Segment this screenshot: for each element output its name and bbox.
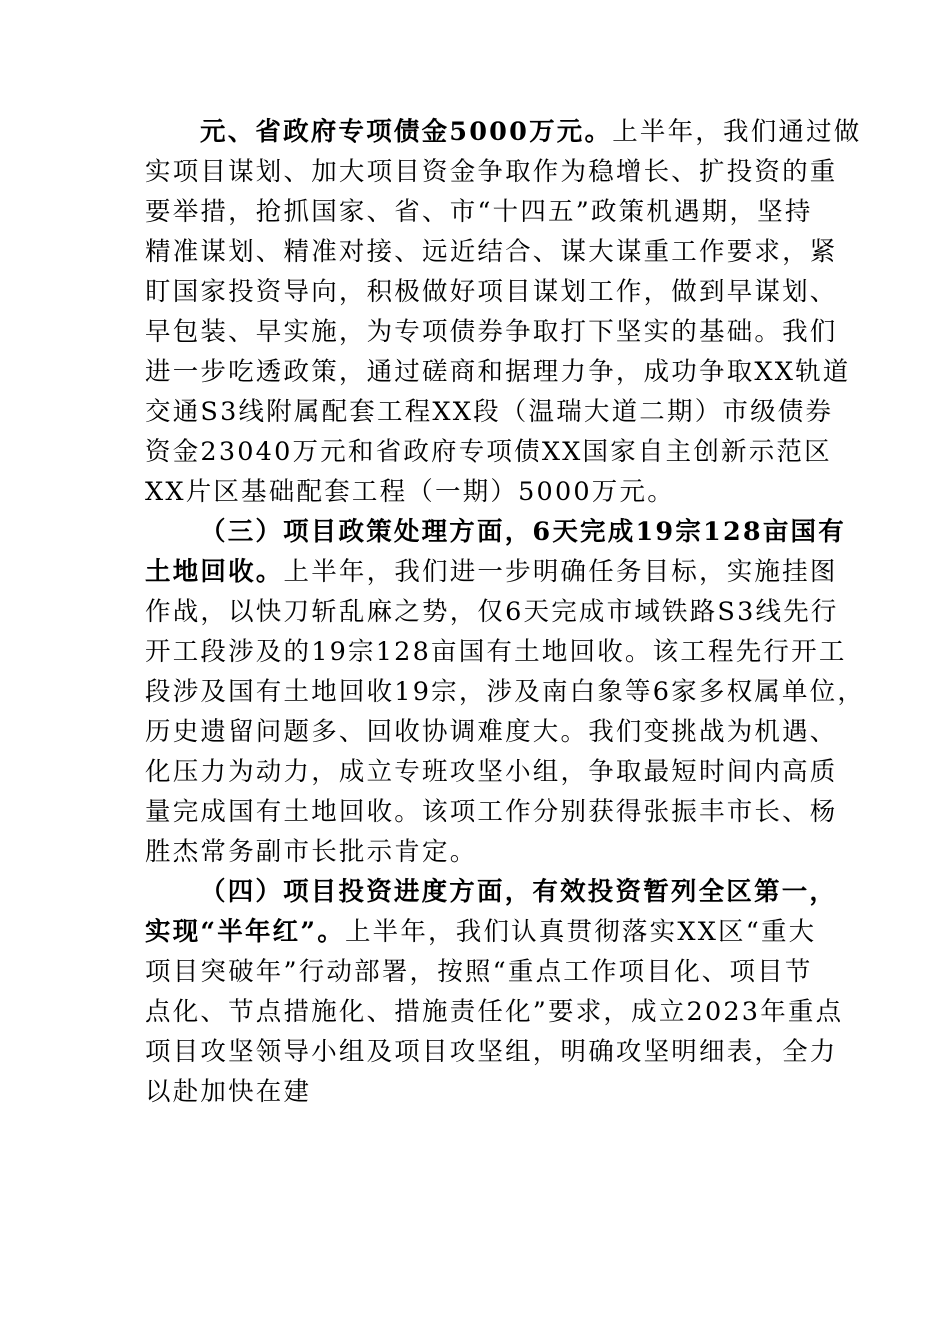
text-segment: 历史遗留问题多、回收协调难度大。我们变挑战为机遇、: [145, 717, 838, 747]
text-line: [145, 1072, 810, 1112]
text-segment: 以赴加快在建: [145, 1077, 312, 1107]
bold-text-segment: （四）项目投资进度方面，有效投资暂列全区第一，: [200, 877, 838, 907]
bold-text-segment: （三）项目政策处理方面，6天完成19宗128亩国有: [200, 517, 846, 547]
text-line: [145, 1032, 838, 1072]
text-line: [145, 712, 838, 752]
text-segment: 实项目谋划、加大项目资金争取作为稳增长、扩投资的重: [145, 157, 838, 187]
text-line: [145, 112, 862, 152]
text-segment: 要举措，抢抓国家、省、市“十四五”政策机遇期，坚持: [145, 197, 813, 227]
text-line: [145, 352, 851, 392]
text-segment: 作战，以快刀斩乱麻之势，仅6天完成市域铁路S3线先行: [145, 597, 839, 627]
text-segment: 项目突破年”行动部署，按照“重点工作项目化、项目节: [145, 957, 813, 987]
text-segment: 化压力为动力，成立专班攻坚小组，争取最短时间内高质: [145, 757, 838, 787]
text-segment: 早包装、早实施，为专项债券争取打下坚实的基础。我们: [145, 317, 838, 347]
text-line: [145, 792, 838, 832]
bold-text-segment: 土地回收。: [145, 557, 284, 587]
text-line: [145, 992, 844, 1032]
text-segment: 段涉及国有土地回收19宗，涉及南白象等6家多权属单位，: [145, 677, 866, 707]
text-segment: 上半年，我们通过做: [612, 117, 862, 147]
text-line: [145, 432, 832, 472]
text-line: [145, 512, 846, 552]
text-line: [145, 392, 834, 432]
text-line: [145, 552, 838, 592]
text-segment: 盯国家投资导向，积极做好项目谋划工作，做到早谋划、: [145, 277, 838, 307]
text-segment: 进一步吃透政策，通过磋商和据理力争，成功争取XX轨道: [145, 357, 851, 387]
text-line: [145, 312, 838, 352]
text-segment: 精准谋划、精准对接、远近结合、谋大谋重工作要求，紧: [145, 237, 838, 267]
text-segment: 上半年，我们认真贯彻落实XX区“重大: [344, 917, 817, 947]
bold-text-segment: 实现“半年红”。: [145, 917, 345, 947]
text-segment: 开工段涉及的19宗128亩国有土地回收。该工程先行开工: [145, 637, 847, 667]
text-line: [145, 832, 810, 872]
text-line: [145, 632, 847, 672]
text-line: [145, 872, 838, 912]
text-segment: 资金23040万元和省政府专项债XX国家自主创新示范区: [145, 437, 832, 467]
bold-text-segment: 元、省政府专项债金5000万元。: [200, 117, 613, 147]
text-line: [145, 952, 813, 992]
text-line: [145, 232, 838, 272]
text-segment: 上半年，我们进一步明确任务目标，实施挂图: [283, 557, 838, 587]
text-line: [145, 912, 817, 952]
text-line: [145, 672, 866, 712]
text-line: [145, 272, 838, 312]
text-line: [145, 192, 813, 232]
text-line: [145, 152, 838, 192]
text-segment: 量完成国有土地回收。该项工作分别获得张振丰市长、杨: [145, 797, 838, 827]
text-segment: 胜杰常务副市长批示肯定。: [145, 837, 478, 867]
text-line: [145, 752, 838, 792]
text-segment: 点化、节点措施化、措施责任化”要求，成立2023年重点: [145, 997, 844, 1027]
document-body: [145, 112, 866, 1112]
text-segment: 交通S3线附属配套工程XX段（温瑞大道二期）市级债券: [145, 397, 834, 427]
text-line: [145, 592, 839, 632]
text-line: [145, 472, 810, 512]
text-segment: 项目攻坚领导小组及项目攻坚组，明确攻坚明细表，全力: [145, 1037, 838, 1067]
text-segment: XX片区基础配套工程（一期）5000万元。: [145, 477, 675, 507]
